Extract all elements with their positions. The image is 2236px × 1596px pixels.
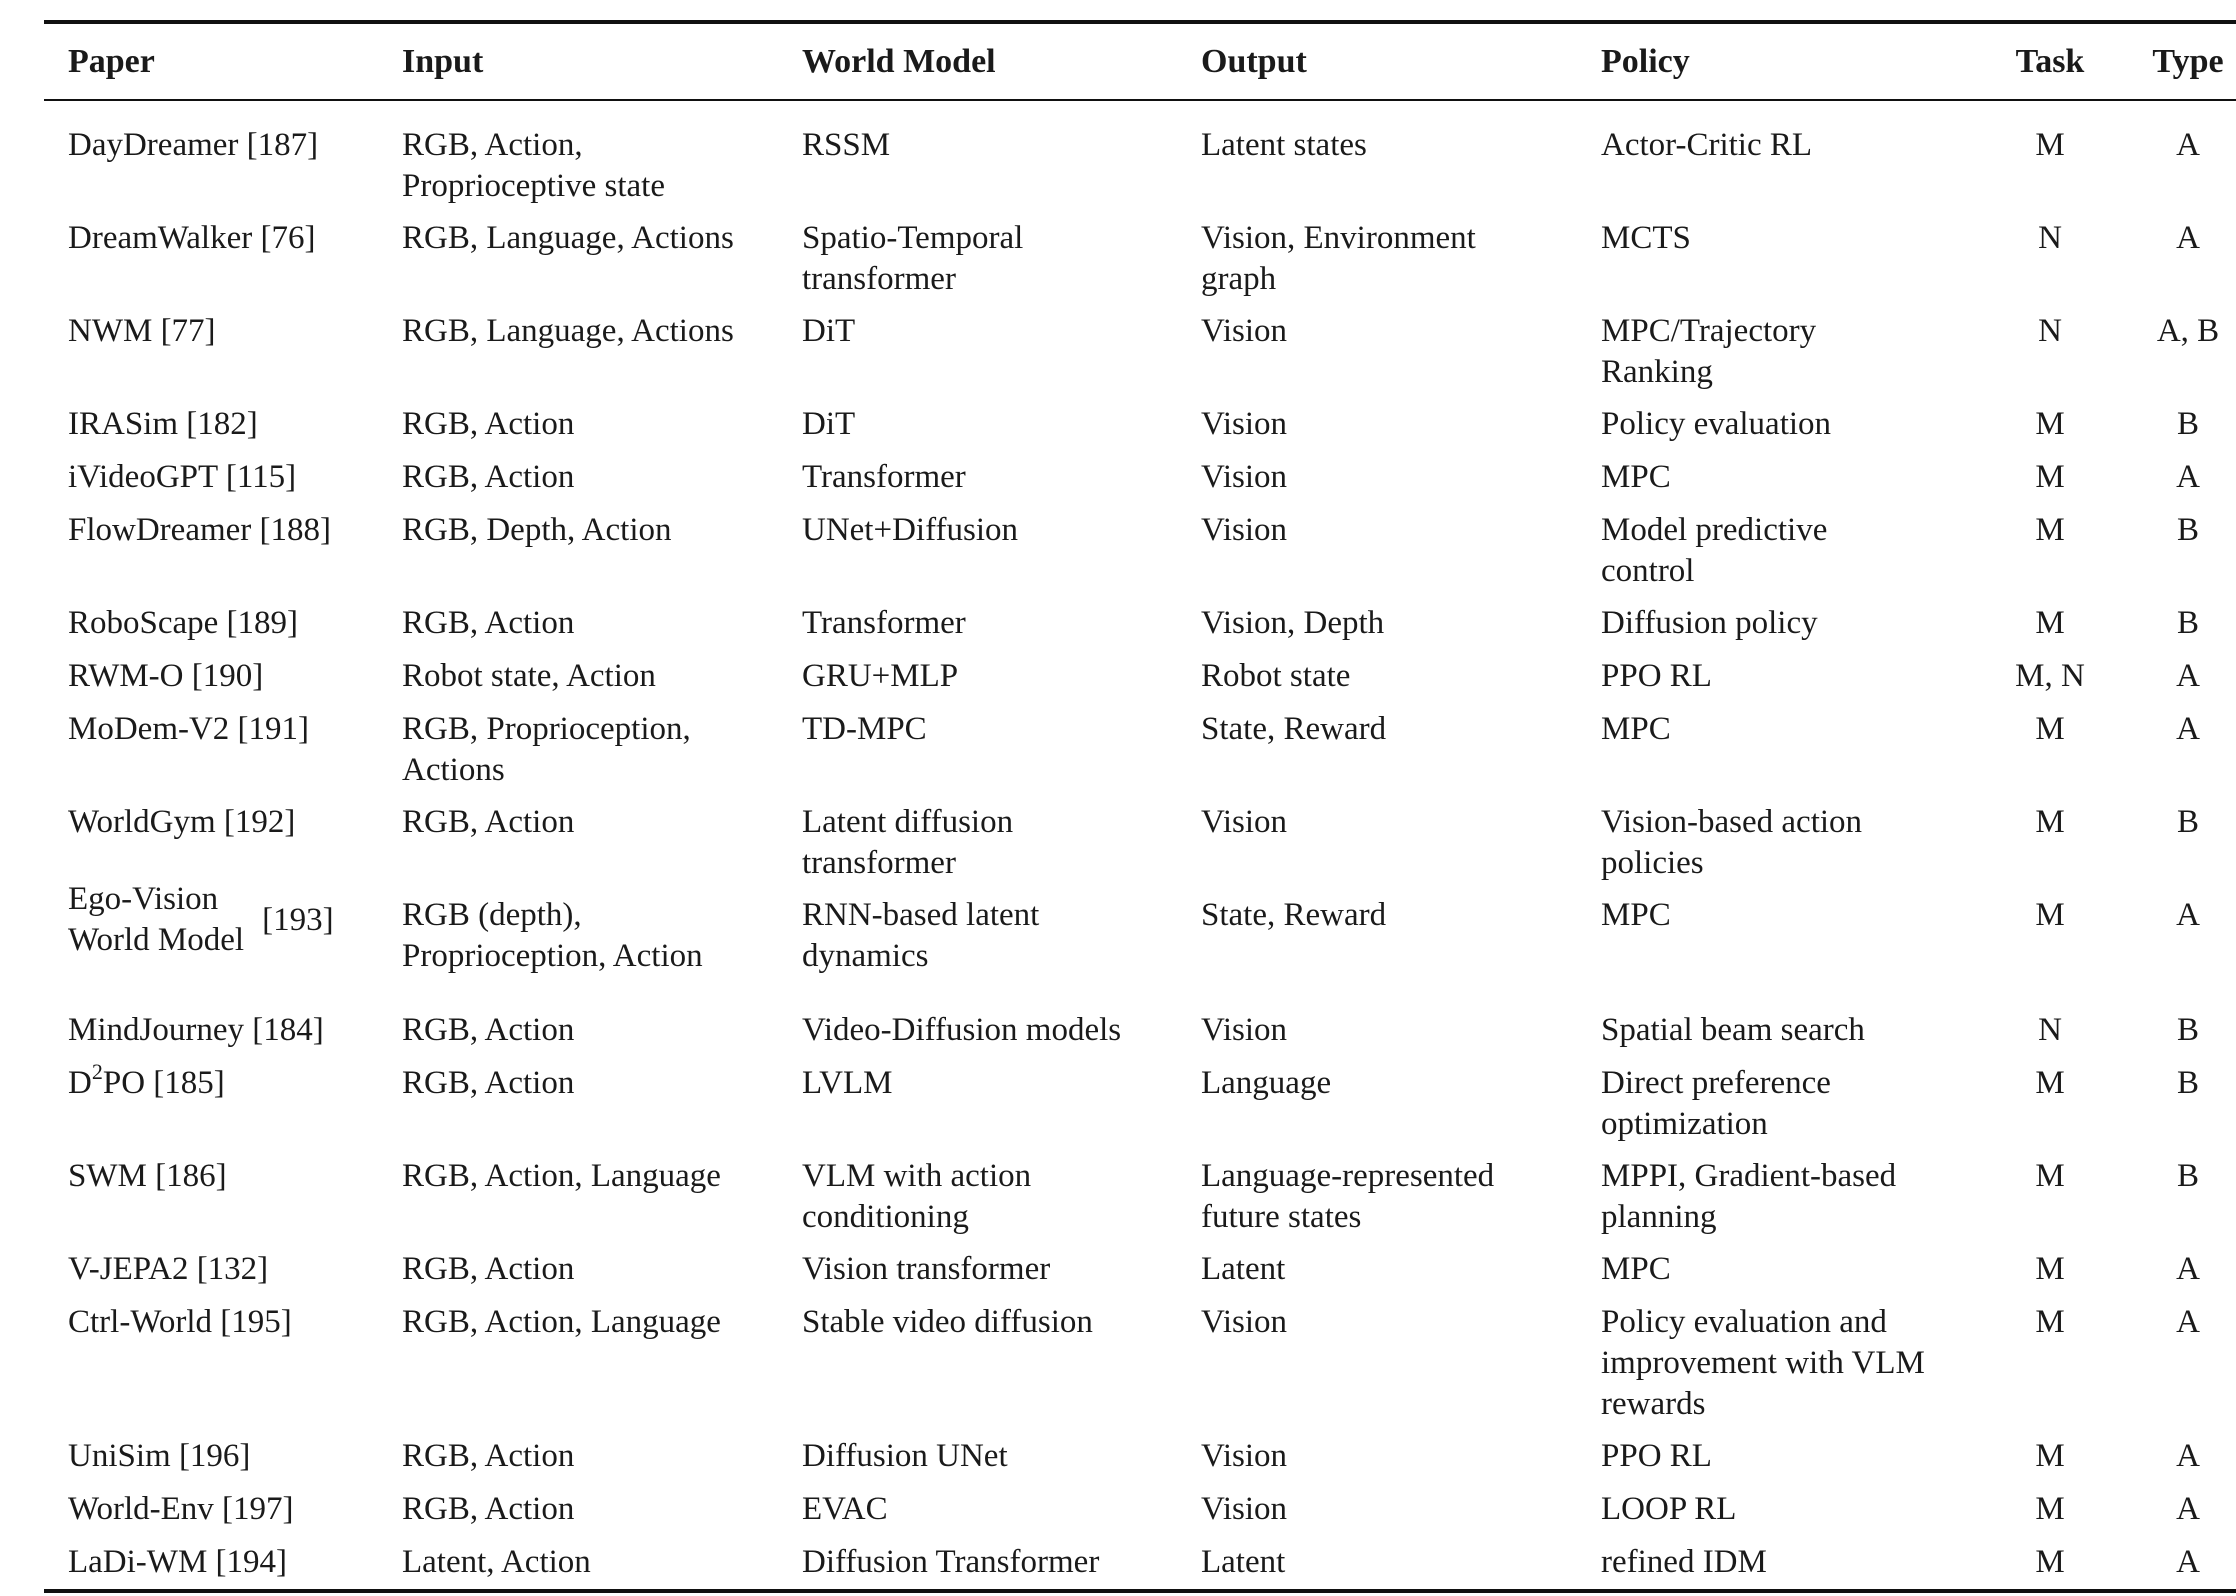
task-cell: M	[2035, 711, 2065, 747]
input-cell	[402, 1156, 721, 1197]
bottom-rule	[44, 1589, 2236, 1593]
policy-cell	[1601, 1063, 1831, 1145]
paper-cell: iVideoGPT [115]	[68, 459, 297, 495]
policy-cell-line: MPC	[1601, 711, 1671, 747]
policy-cell-line: improvement with VLM	[1601, 1345, 1925, 1381]
world-model-cell	[802, 709, 927, 750]
output-cell-line: Vision, Depth	[1201, 605, 1385, 641]
world-model-cell-line: Transformer	[802, 605, 966, 641]
output-cell-line: Language	[1201, 1065, 1332, 1101]
output-cell	[1201, 311, 1287, 352]
world-model-cell-line: conditioning	[802, 1199, 969, 1235]
paper-name-prefix: D	[68, 1065, 92, 1101]
input-cell-line: RGB, Action	[402, 406, 575, 442]
type-cell: B	[2176, 1012, 2199, 1048]
world-model-cell	[802, 1063, 892, 1104]
policy-cell-line: Actor-Critic RL	[1601, 127, 1813, 163]
world-model-cell-line: Video-Diffusion models	[802, 1012, 1122, 1048]
policy-cell-line: Policy evaluation and	[1601, 1304, 1887, 1340]
task-cell: M	[2035, 1438, 2065, 1474]
output-cell	[1201, 802, 1287, 843]
task-cell: N	[2038, 1012, 2062, 1048]
policy-cell	[1601, 1302, 1925, 1425]
paper-cell: MindJourney [184]	[68, 1012, 324, 1048]
paper-cell: SWM [186]	[68, 1158, 227, 1194]
task-cell: M	[2035, 1158, 2065, 1194]
output-cell-line: Vision	[1201, 1304, 1288, 1340]
output-cell	[1201, 125, 1367, 166]
policy-cell	[1601, 404, 1831, 445]
header-type: Type	[2152, 43, 2224, 80]
policy-cell-line: PPO RL	[1601, 1438, 1712, 1474]
world-model-cell	[802, 1302, 1093, 1343]
task-cell: M	[2035, 127, 2065, 163]
output-cell-line: Vision, Environment	[1201, 220, 1476, 256]
output-cell-line: Vision	[1201, 1012, 1288, 1048]
input-cell	[402, 1542, 591, 1583]
world-model-cell-line: dynamics	[802, 938, 929, 974]
world-model-cell	[802, 1249, 1050, 1290]
world-model-cell	[802, 656, 958, 697]
paper-name-line: World Model	[68, 922, 245, 958]
output-cell	[1201, 1063, 1331, 1104]
world-model-cell-line: transformer	[802, 261, 956, 297]
world-model-cell-line: TD-MPC	[802, 711, 927, 747]
policy-cell-line: Model predictive	[1601, 512, 1828, 548]
input-cell	[402, 895, 703, 977]
world-model-cell	[802, 1489, 888, 1530]
paper-cell: FlowDreamer [188]	[68, 512, 332, 548]
policy-cell	[1601, 895, 1671, 936]
output-cell-line: Latent	[1201, 1251, 1286, 1287]
output-cell-line: Vision	[1201, 1491, 1288, 1527]
paper-ref: [193]	[262, 901, 334, 938]
policy-cell-line: Vision-based action	[1601, 804, 1863, 840]
input-cell	[402, 1489, 574, 1530]
paper-cell: MoDem-V2 [191]	[68, 711, 310, 747]
output-cell-line: Latent	[1201, 1544, 1286, 1580]
task-cell: M	[2035, 406, 2065, 442]
world-model-cell-line: VLM with action	[802, 1158, 1032, 1194]
output-cell	[1201, 218, 1476, 300]
input-cell	[402, 709, 691, 791]
policy-cell	[1601, 1489, 1736, 1530]
output-cell	[1201, 1249, 1285, 1290]
input-cell-line: RGB, Depth, Action	[402, 512, 672, 548]
input-cell-line: RGB, Action,	[402, 127, 583, 163]
paper-name-suffix: PO [185]	[102, 1065, 225, 1101]
type-cell: B	[2176, 1065, 2199, 1101]
input-cell-line: RGB, Action	[402, 1251, 575, 1287]
world-model-cell-line: Latent diffusion	[802, 804, 1014, 840]
type-cell: B	[2176, 605, 2199, 641]
type-cell: A	[2176, 127, 2200, 163]
header-rule	[44, 99, 2236, 101]
policy-cell-line: Policy evaluation	[1601, 406, 1832, 442]
world-model-cell-line: GRU+MLP	[802, 658, 959, 694]
paper-cell: DayDreamer [187]	[68, 127, 319, 163]
task-cell: M	[2035, 1251, 2065, 1287]
policy-cell-line: control	[1601, 553, 1695, 589]
policy-cell-line: planning	[1601, 1199, 1717, 1235]
paper-cell: NWM [77]	[68, 313, 216, 349]
policy-cell	[1601, 1436, 1712, 1477]
policy-cell	[1601, 1542, 1767, 1583]
header-task: Task	[2015, 43, 2085, 80]
policy-cell-line: Ranking	[1601, 354, 1713, 390]
output-cell	[1201, 1436, 1287, 1477]
paper-name-superscript: 2	[91, 1059, 103, 1084]
policy-cell	[1601, 1010, 1865, 1051]
task-cell: M	[2035, 804, 2065, 840]
type-cell: B	[2176, 512, 2199, 548]
input-cell	[402, 1436, 574, 1477]
policy-cell-line: Spatial beam search	[1601, 1012, 1865, 1048]
world-model-cell	[802, 802, 1013, 884]
world-model-cell-line: Transformer	[802, 459, 966, 495]
output-cell-line: Vision	[1201, 459, 1288, 495]
policy-cell-line: LOOP RL	[1601, 1491, 1737, 1527]
output-cell	[1201, 1489, 1287, 1530]
policy-cell	[1601, 1156, 1896, 1238]
world-model-cell-line: Spatio-Temporal	[802, 220, 1024, 256]
policy-cell	[1601, 218, 1691, 259]
output-cell	[1201, 404, 1287, 445]
input-cell	[402, 311, 734, 352]
task-cell: M	[2035, 897, 2065, 933]
output-cell-line: graph	[1201, 261, 1277, 297]
policy-cell-line: MPC	[1601, 897, 1671, 933]
output-cell-line: Vision	[1201, 512, 1288, 548]
input-cell-line: Robot state, Action	[402, 658, 656, 694]
world-model-cell	[802, 218, 1023, 300]
world-model-cell-line: LVLM	[802, 1065, 893, 1101]
world-model-cell	[802, 1156, 1031, 1238]
policy-cell-line: MCTS	[1601, 220, 1691, 256]
input-cell-line: RGB, Action, Language	[402, 1304, 721, 1340]
type-cell: A, B	[2156, 313, 2220, 349]
paper-cell: UniSim [196]	[68, 1438, 251, 1474]
output-cell-line: Latent states	[1201, 127, 1367, 163]
input-cell	[402, 1249, 574, 1290]
input-cell-line: RGB, Action	[402, 459, 575, 495]
type-cell: A	[2176, 1544, 2200, 1580]
task-cell: M	[2035, 605, 2065, 641]
task-cell: N	[2038, 313, 2062, 349]
policy-cell	[1601, 510, 1827, 592]
input-cell-line: RGB, Action	[402, 1065, 575, 1101]
input-cell	[402, 1063, 574, 1104]
paper-cell: RoboScape [189]	[68, 605, 299, 641]
policy-cell	[1601, 709, 1671, 750]
policy-cell-line: policies	[1601, 845, 1704, 881]
policy-cell	[1601, 603, 1818, 644]
policy-cell	[1601, 125, 1812, 166]
world-model-cell	[802, 1436, 1008, 1477]
type-cell: A	[2176, 220, 2200, 256]
input-cell-line: RGB, Action	[402, 804, 575, 840]
world-model-cell	[802, 603, 966, 644]
policy-cell-line: optimization	[1601, 1106, 1768, 1142]
world-model-cell-line: Diffusion UNet	[802, 1438, 1008, 1474]
world-model-cell-line: DiT	[802, 313, 856, 349]
header-input: Input	[402, 43, 484, 80]
paper-cell: RWM-O [190]	[68, 658, 264, 694]
output-cell-line: State, Reward	[1201, 897, 1387, 933]
world-model-cell	[802, 125, 890, 166]
output-cell	[1201, 656, 1350, 697]
policy-cell-line: refined IDM	[1601, 1544, 1767, 1580]
type-cell: B	[2176, 804, 2199, 840]
policy-cell-line: PPO RL	[1601, 658, 1712, 694]
type-cell: A	[2176, 658, 2200, 694]
output-cell	[1201, 1542, 1285, 1583]
policy-cell-line: rewards	[1601, 1386, 1706, 1422]
paper-cell: DreamWalker [76]	[68, 220, 316, 256]
paper-cell: LaDi-WM [194]	[68, 1544, 288, 1580]
input-cell-line: RGB, Language, Actions	[402, 313, 734, 349]
output-cell-line: State, Reward	[1201, 711, 1387, 747]
input-cell-line: RGB, Action	[402, 605, 575, 641]
output-cell	[1201, 895, 1386, 936]
output-cell-line: Robot state	[1201, 658, 1351, 694]
input-cell-line: RGB, Action	[402, 1012, 575, 1048]
input-cell	[402, 510, 672, 551]
header-world-model: World Model	[802, 43, 996, 80]
output-cell-line: Language-represented	[1201, 1158, 1495, 1194]
world-model-cell-line: EVAC	[802, 1491, 888, 1527]
world-model-cell	[802, 1010, 1121, 1051]
output-cell	[1201, 1010, 1287, 1051]
paper-name-line: Ego-Vision	[68, 881, 219, 917]
world-model-cell-line: Stable video diffusion	[802, 1304, 1093, 1340]
policy-cell-line: MPC/Trajectory	[1601, 313, 1817, 349]
world-model-cell	[802, 895, 1039, 977]
task-cell: M	[2035, 1065, 2065, 1101]
input-cell-line: Latent, Action	[402, 1544, 591, 1580]
policy-cell-line: Direct preference	[1601, 1065, 1831, 1101]
world-model-cell-line: RNN-based latent	[802, 897, 1040, 933]
paper-cell: World-Env [197]	[68, 1491, 294, 1527]
input-cell-line: Proprioception, Action	[402, 938, 703, 974]
policy-cell-line: MPC	[1601, 459, 1671, 495]
input-cell-line: RGB, Action, Language	[402, 1158, 721, 1194]
paper-cell: V-JEPA2 [132]	[68, 1251, 269, 1287]
world-model-cell	[802, 1542, 1099, 1583]
output-cell-line: Vision	[1201, 313, 1288, 349]
paper-cell	[68, 1059, 225, 1104]
policy-cell-line: Diffusion policy	[1601, 605, 1818, 641]
input-cell-line: RGB, Language, Actions	[402, 220, 734, 256]
top-rule	[44, 20, 2236, 24]
input-cell	[402, 125, 665, 207]
type-cell: B	[2176, 406, 2199, 442]
header-paper: Paper	[68, 43, 155, 80]
input-cell	[402, 802, 574, 843]
task-cell: M	[2035, 512, 2065, 548]
output-cell	[1201, 1156, 1494, 1238]
world-model-cell-line: Vision transformer	[802, 1251, 1051, 1287]
output-cell	[1201, 457, 1287, 498]
input-cell	[402, 218, 734, 259]
world-model-cell	[802, 510, 1018, 551]
input-cell	[402, 603, 574, 644]
world-model-cell-line: RSSM	[802, 127, 891, 163]
input-cell-line: Actions	[402, 752, 505, 788]
input-cell-line: RGB (depth),	[402, 897, 582, 933]
world-model-cell-line: UNet+Diffusion	[802, 512, 1018, 548]
output-cell	[1201, 603, 1384, 644]
task-cell: M, N	[2015, 658, 2085, 694]
task-cell: M	[2035, 459, 2065, 495]
input-cell-line: RGB, Proprioception,	[402, 711, 691, 747]
type-cell: B	[2176, 1158, 2199, 1194]
input-cell-line: Proprioceptive state	[402, 168, 666, 204]
input-cell	[402, 404, 574, 445]
paper-name-stack	[68, 879, 244, 961]
policy-cell	[1601, 457, 1671, 498]
world-model-cell	[802, 404, 855, 445]
type-cell: A	[2176, 1438, 2200, 1474]
policy-cell	[1601, 656, 1712, 697]
paper-cell: WorldGym [192]	[68, 804, 296, 840]
header-policy: Policy	[1601, 43, 1690, 80]
task-cell: M	[2035, 1304, 2065, 1340]
type-cell: A	[2176, 711, 2200, 747]
type-cell: A	[2176, 459, 2200, 495]
policy-cell-line: MPPI, Gradient-based	[1601, 1158, 1897, 1194]
type-cell: A	[2176, 897, 2200, 933]
type-cell: A	[2176, 1491, 2200, 1527]
output-cell-line: Vision	[1201, 804, 1288, 840]
world-model-cell	[802, 311, 855, 352]
world-model-cell-line: DiT	[802, 406, 856, 442]
type-cell: A	[2176, 1251, 2200, 1287]
output-cell	[1201, 510, 1287, 551]
policy-cell	[1601, 1249, 1671, 1290]
output-cell-line: Vision	[1201, 1438, 1288, 1474]
task-cell: M	[2035, 1544, 2065, 1580]
output-cell-line: future states	[1201, 1199, 1362, 1235]
policy-cell	[1601, 802, 1862, 884]
output-cell	[1201, 1302, 1287, 1343]
input-cell	[402, 1302, 721, 1343]
output-cell	[1201, 709, 1386, 750]
paper-cell	[68, 879, 334, 961]
paper-cell: Ctrl-World [195]	[68, 1304, 292, 1340]
policy-cell-line: MPC	[1601, 1251, 1671, 1287]
input-cell	[402, 656, 656, 697]
output-cell-line: Vision	[1201, 406, 1288, 442]
world-model-cell	[802, 457, 966, 498]
world-model-cell-line: transformer	[802, 845, 956, 881]
input-cell	[402, 1010, 574, 1051]
input-cell-line: RGB, Action	[402, 1438, 575, 1474]
world-model-cell-line: Diffusion Transformer	[802, 1544, 1100, 1580]
paper-cell: IRASim [182]	[68, 406, 258, 442]
header-output: Output	[1201, 43, 1307, 80]
input-cell-line: RGB, Action	[402, 1491, 575, 1527]
task-cell: M	[2035, 1491, 2065, 1527]
policy-cell	[1601, 311, 1816, 393]
type-cell: A	[2176, 1304, 2200, 1340]
task-cell: N	[2038, 220, 2062, 256]
input-cell	[402, 457, 574, 498]
